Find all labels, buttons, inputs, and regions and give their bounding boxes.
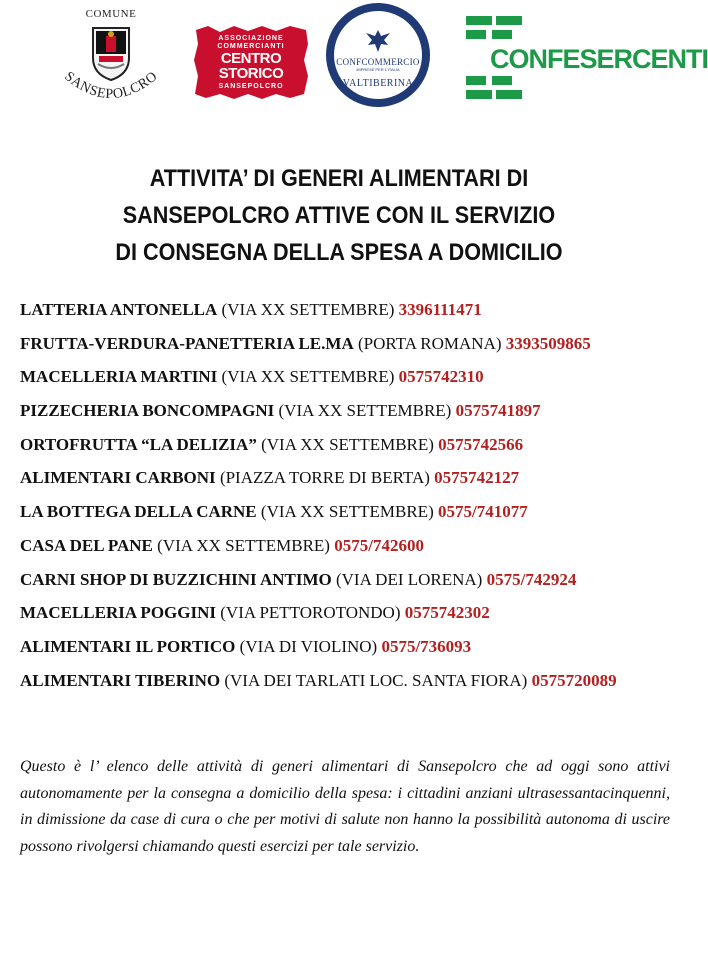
shop-name: ALIMENTARI TIBERINO: [20, 670, 221, 690]
comune-name-arc: [52, 70, 170, 114]
shop-name: ORTOFRUTTA “LA DELIZIA”: [20, 434, 257, 454]
shop-address: (VIA PETTOROTONDO): [216, 603, 405, 623]
centro-city-text: SANSEPOLCRO: [218, 83, 284, 90]
shop-item: [20, 664, 670, 698]
shop-address: (VIA XX SETTEMBRE): [256, 434, 439, 454]
comune-name: SANSEPOLCRO: [61, 70, 161, 103]
shop-name: CASA DEL PANE: [20, 535, 153, 555]
shop-address: (PORTA ROMANA): [353, 333, 506, 353]
shop-name: CARNI SHOP DI BUZZICHINI ANTIMO: [20, 569, 332, 589]
shop-item: [20, 495, 670, 529]
shop-address: (VIA XX SETTEMBRE): [217, 367, 399, 387]
shop-name: LATTERIA ANTONELLA: [20, 300, 218, 319]
shop-item: [20, 327, 670, 361]
confcommercio-name: CONFCOMMERCIO: [336, 57, 420, 67]
shop-list: [20, 293, 670, 697]
confcommercio-place: VALTIBERINA: [342, 78, 414, 89]
shop-phone[interactable]: 0575741897: [455, 401, 541, 421]
shop-item: [20, 293, 670, 327]
centro-storico-badge: [202, 32, 300, 92]
info-paragraph: Questo è l’ elenco delle attività di generi alimentari di Sansepolcro che ad oggi sono attivi autonomamente per la consegna a domicilio della spesa: i cittadini anziani ultrasessantacinquenni, in dimissione da case di cura o che per motivi di salute non hanno la possibilità autonoma di uscire possono rivolgersi chiamando questi esercizi per tale servizio.: [20, 758, 670, 855]
shop-address: (VIA DEI LORENA): [331, 569, 487, 589]
shop-item: [20, 529, 670, 563]
shop-phone[interactable]: 0575/742600: [334, 535, 424, 555]
shop-phone[interactable]: 0575/742924: [486, 569, 577, 589]
shop-name: MACELLERIA POGGINI: [20, 603, 216, 623]
confcommercio-tagline: IMPRESE PER L'ITALIA: [356, 67, 400, 72]
shop-item: [20, 394, 670, 428]
shop-name: ALIMENTARI CARBONI: [20, 468, 216, 488]
confcommercio-logo: [326, 3, 430, 107]
shop-phone[interactable]: 0575/741077: [437, 502, 528, 522]
centro-word-2: STORICO: [218, 65, 284, 82]
shop-name: PIZZECHERIA BONCOMPAGNI: [20, 401, 275, 421]
shop-address: (VIA DEI TARLATI LOC. SANTA FIORA): [220, 670, 532, 690]
shop-phone[interactable]: 0575742127: [434, 468, 520, 488]
shop-phone[interactable]: 0575/736093: [381, 636, 472, 656]
shop-phone[interactable]: 0575742310: [398, 367, 484, 387]
shop-phone[interactable]: 3393509865: [505, 333, 591, 353]
shop-name: ALIMENTARI IL PORTICO: [20, 636, 236, 656]
shop-item: [20, 461, 670, 495]
shop-item: [20, 428, 670, 462]
shop-item: [20, 596, 670, 630]
shop-address: (VIA XX SETTEMBRE): [217, 300, 399, 319]
shop-phone[interactable]: 0575742302: [404, 603, 490, 623]
shop-phone[interactable]: 3396111471: [398, 300, 482, 319]
title-line-2: SANSEPOLCRO ATTIVE CON IL SERVIZIO: [122, 202, 556, 229]
logo-bar: [0, 0, 708, 115]
shop-address: (VIA XX SETTEMBRE): [274, 401, 456, 421]
comune-label: COMUNE: [85, 8, 137, 20]
shop-address: (VIA XX SETTEMBRE): [152, 535, 335, 555]
confesercenti-logo: [462, 14, 708, 104]
title-line-1: ATTIVITA’ DI GENERI ALIMENTARI DI: [149, 165, 529, 192]
shop-item: [20, 630, 670, 664]
shop-phone[interactable]: 0575742566: [438, 434, 524, 454]
shop-address: (VIA DI VIOLINO): [235, 636, 382, 656]
shop-phone[interactable]: 0575720089: [531, 670, 617, 690]
title-line-3: DI CONSEGNA DELLA SPESA A DOMICILIO: [115, 239, 563, 266]
centro-storico-logo: [192, 24, 310, 100]
shop-address: (VIA XX SETTEMBRE): [256, 502, 438, 522]
shop-address: (PIAZZA TORRE DI BERTA): [215, 468, 435, 488]
centro-association-text: ASSOCIAZIONE COMMERCIANTI: [217, 35, 285, 50]
shop-name: FRUTTA-VERDURA-PANETTERIA LE.MA: [20, 333, 354, 353]
shop-item: [20, 563, 670, 597]
confesercenti-wordmark: CONFESERCENTI: [490, 44, 708, 74]
shop-item: [20, 360, 670, 394]
page-title: [34, 160, 644, 271]
shop-name: MACELLERIA MARTINI: [20, 367, 218, 387]
svg-text:SANSEPOLCRO: [61, 70, 160, 102]
confcommercio-disc: [334, 11, 422, 99]
centro-word-1: CENTRO: [220, 50, 282, 67]
shop-name: LA BOTTEGA DELLA CARNE: [20, 502, 257, 522]
comune-sansepolcro-logo: [52, 4, 170, 112]
eagle-icon: [364, 27, 392, 55]
